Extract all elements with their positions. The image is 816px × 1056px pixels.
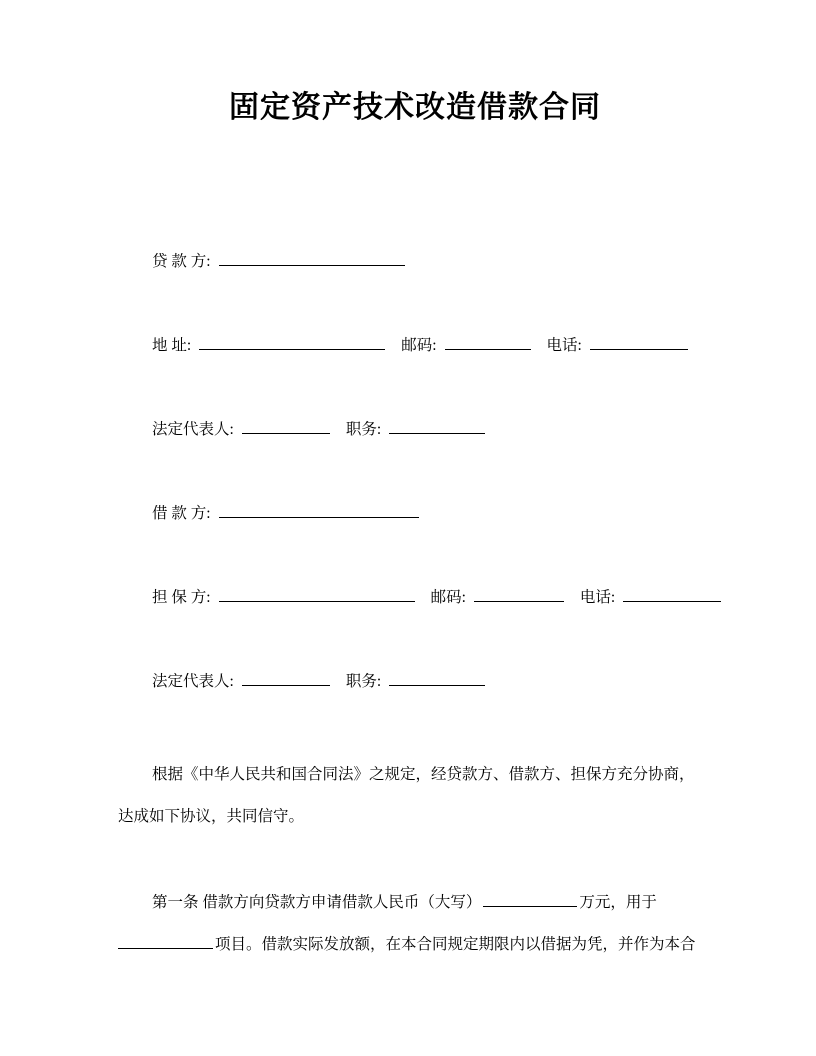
article1-text-2: 万元，用于 <box>579 894 657 911</box>
lender-label: 贷 款 方: <box>152 253 211 270</box>
guarantor-phone-blank[interactable] <box>623 586 721 602</box>
guarantor-legal-rep-row <box>118 670 712 692</box>
preamble-line-2: 达成如下协议，共同信守。 <box>118 808 305 825</box>
phone-label: 电话: <box>546 337 582 354</box>
legal-rep-blank[interactable] <box>242 418 330 434</box>
lender-legal-rep-row <box>118 418 712 440</box>
guarantor-postcode-blank[interactable] <box>474 586 564 602</box>
position-blank[interactable] <box>389 418 485 434</box>
guarantor-postcode-label: 邮码: <box>430 589 466 606</box>
guarantor-position-blank[interactable] <box>389 670 485 686</box>
postcode-label: 邮码: <box>401 337 437 354</box>
guarantor-label: 担 保 方: <box>152 589 211 606</box>
postcode-blank[interactable] <box>445 334 531 350</box>
guarantor-legal-rep-blank[interactable] <box>242 670 330 686</box>
guarantor-row <box>118 586 712 608</box>
phone-blank[interactable] <box>590 334 688 350</box>
address-label: 地 址: <box>152 337 192 354</box>
address-blank[interactable] <box>199 334 385 350</box>
legal-rep-label: 法定代表人: <box>152 421 234 438</box>
article1-paragraph <box>118 882 712 966</box>
preamble-paragraph <box>118 754 712 838</box>
borrower-label: 借 款 方: <box>152 505 211 522</box>
lender-row <box>118 250 712 272</box>
borrower-row <box>118 502 712 524</box>
loan-amount-blank[interactable] <box>483 891 577 907</box>
position-label: 职务: <box>345 421 382 438</box>
guarantor-legal-rep-label: 法定代表人: <box>152 673 234 690</box>
article1-text-1: 第一条 借款方向贷款方申请借款人民币（大写） <box>152 894 482 911</box>
guarantor-blank[interactable] <box>219 586 415 602</box>
article1-text-3: 项目。借款实际发放额，在本合同规定期限内以借据为凭，并作为本合 <box>215 936 696 953</box>
borrower-blank[interactable] <box>219 502 419 518</box>
article1-line-1 <box>118 894 657 911</box>
article1-line-2 <box>118 936 696 953</box>
preamble-line-1: 根据《中华人民共和国合同法》之规定，经贷款方、借款方、担保方充分协商， <box>152 766 695 783</box>
document-title: 固定资产技术改造借款合同 <box>229 91 601 124</box>
guarantor-position-label: 职务: <box>345 673 382 690</box>
guarantor-phone-label: 电话: <box>579 589 616 606</box>
lender-address-row <box>118 334 712 356</box>
project-name-blank[interactable] <box>118 933 213 949</box>
lender-blank[interactable] <box>219 250 405 266</box>
